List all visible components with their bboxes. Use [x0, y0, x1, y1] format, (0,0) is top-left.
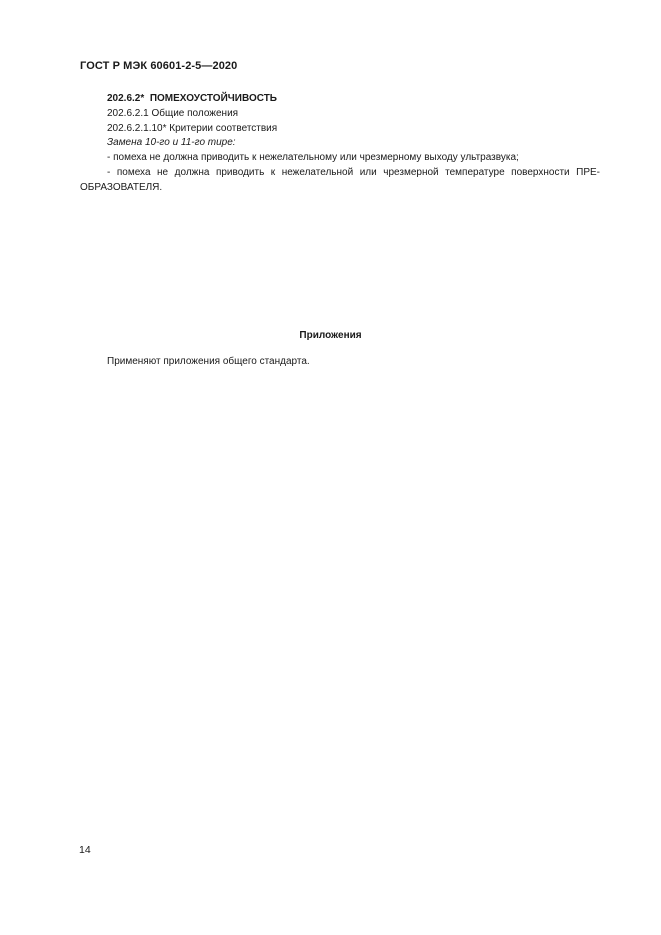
dash-item-ultrasound-output: - помеха не должна приводить к нежелательному или чрезмерному выходу ультразвука; — [107, 152, 519, 164]
subsection-general: 202.6.2.1 Общие положения — [107, 107, 239, 119]
dash-item-surface-temperature-continuation: ОБРАЗОВАТЕЛЯ. — [80, 181, 163, 193]
section-heading — [80, 92, 600, 107]
appendices-text: Применяют приложения общего стандарта. — [107, 356, 310, 367]
replacement-note: Замена 10-го и 11-го тире: — [107, 137, 236, 149]
section-heading-title: ПОМЕХОУСТОЙЧИВОСТЬ — [149, 93, 277, 104]
section-202-6-2 — [80, 92, 600, 196]
appendices-heading: Приложения — [299, 330, 362, 341]
subsection-criteria: 202.6.2.1.10* Критерии соответствия — [107, 122, 278, 134]
dash-item-surface-temperature: - помеха не должна приводить к нежелательной или чрезмерной температуре поверхности ПРЕ- — [107, 166, 600, 178]
standard-title: ГОСТ Р МЭК 60601-2-5—2020 — [80, 60, 238, 72]
page-number: 14 — [79, 844, 91, 856]
section-heading-number: 202.6.2* — [107, 93, 145, 104]
